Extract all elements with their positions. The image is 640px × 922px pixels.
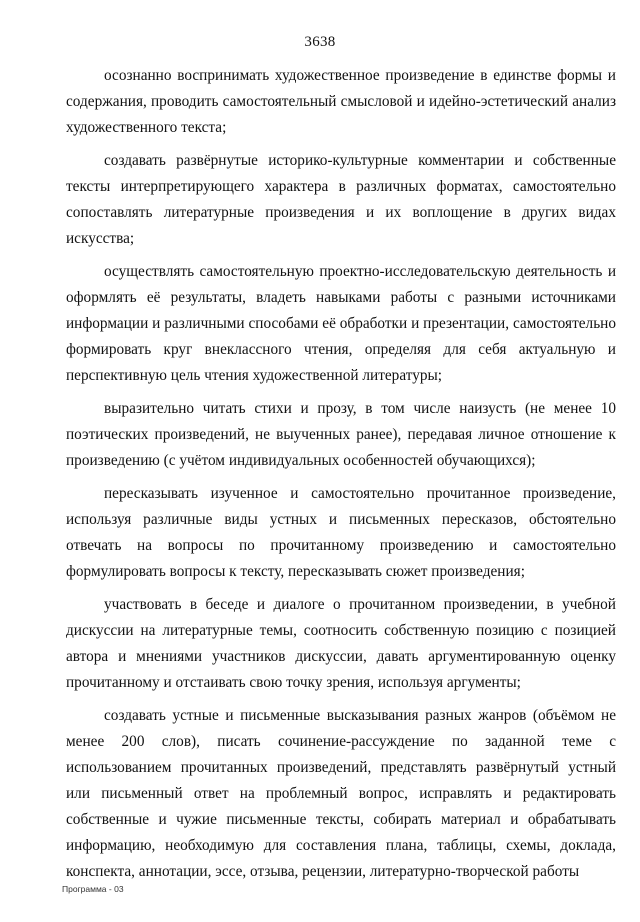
paragraph-2: создавать развёрнутые историко-культурные комментарии и собственные тексты интерпретирующего характера в различных форматах, самостоятельно сопоставлять литературные произведения и их воплощение в других видах искусства; <box>66 152 616 247</box>
paragraph-3: осуществлять самостоятельную проектно-исследовательскую деятельность и оформлять её результаты, владеть навыками работы с разными источниками информации и различными способами её обработки и презентации, самостоятельно формировать круг внеклассного чтения, определяя для себя актуальную и перспективную цель чтения художественной литературы; <box>66 263 616 384</box>
paragraph-6: участвовать в беседе и диалоге о прочитанном произведении, в учебной дискуссии на литературные темы, соотносить собственную позицию с позицией автора и мнениями участников дискуссии, давать аргументированную оценку прочитанному и отстаивать свою точку зрения, используя аргументы; <box>66 596 616 691</box>
body-text <box>66 63 616 892</box>
paragraph-4: выразительно читать стихи и прозу, в том числе наизусть (не менее 10 поэтических произведений, не выученных ранее), передавая личное отношение к произведению (с учётом индивидуальных особенностей обучающихся); <box>66 400 616 469</box>
paragraph-1: осознанно воспринимать художественное произведение в единстве формы и содержания, проводить самостоятельный смысловой и идейно-эстетический анализ художественного текста; <box>66 67 616 136</box>
page-number: 3638 <box>304 34 336 50</box>
paragraph-5: пересказывать изученное и самостоятельно прочитанное произведение, используя различные виды устных и письменных пересказов, обстоятельно отвечать на вопросы по прочитанному произведению и самостоятельно формулировать вопросы к тексту, пересказывать сюжет произведения; <box>66 485 616 580</box>
paragraph-7: создавать устные и письменные высказывания разных жанров (объёмом не менее 200 слов), писать сочинение-рассуждение по заданной теме с использованием прочитанных произведений, представлять развёрнутый устный или письменный ответ на проблемный вопрос, исправлять и редактировать собственные и чужие письменные тексты, собирать материал и обрабатывать информацию, необходимую для составления плана, таблицы, схемы, доклада, конспекта, аннотации, эссе, отзыва, рецензии, литературно-творческой работы <box>66 707 616 880</box>
footer-program-label: Программа - 03 <box>62 884 124 894</box>
